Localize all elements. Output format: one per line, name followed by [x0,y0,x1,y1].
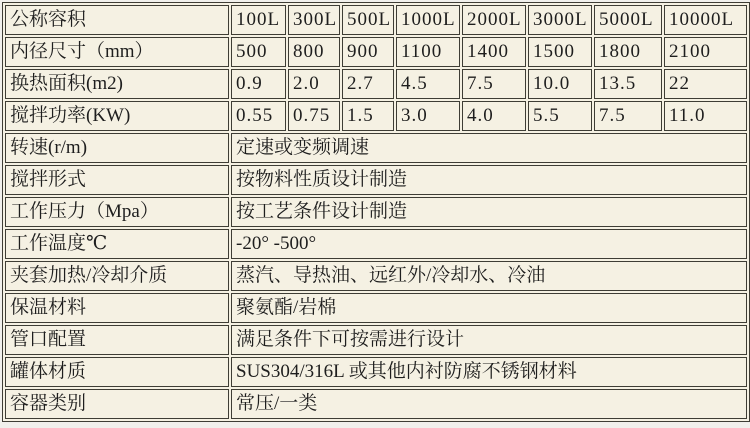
cell-value: 3000L [528,5,592,35]
cell-value: 0.55 [231,101,286,131]
row-label: 夹套加热/冷却介质 [5,261,229,291]
row-label: 管口配置 [5,325,229,355]
row-label: 工作压力（Mpa） [5,197,229,227]
cell-value: 定速或变频调速 [231,133,747,163]
spec-table-body [5,5,747,419]
cell-value: 500L [342,5,394,35]
cell-value: 1400 [462,37,526,67]
cell-value: 500 [231,37,286,67]
spec-table [2,2,750,422]
row-label: 保温材料 [5,293,229,323]
cell-value: 1500 [528,37,592,67]
table-row [5,229,747,259]
cell-value: 10.0 [528,69,592,99]
cell-value: 7.5 [594,101,662,131]
cell-value: 11.0 [664,101,747,131]
table-row [5,165,747,195]
cell-value: 按工艺条件设计制造 [231,197,747,227]
row-label: 工作温度℃ [5,229,229,259]
cell-value: 300L [288,5,340,35]
table-row [5,261,747,291]
row-label: 公称容积 [5,5,229,35]
cell-value: 2100 [664,37,747,67]
cell-value: 10000L [664,5,747,35]
row-label: 罐体材质 [5,357,229,387]
cell-value: 1100 [396,37,460,67]
cell-value: 100L [231,5,286,35]
cell-value: 常压/一类 [231,389,747,419]
row-label: 换热面积(m2) [5,69,229,99]
cell-value: 聚氨酯/岩棉 [231,293,747,323]
cell-value: 满足条件下可按需进行设计 [231,325,747,355]
cell-value: 7.5 [462,69,526,99]
table-row [5,357,747,387]
cell-value: 0.75 [288,101,340,131]
cell-value: 5000L [594,5,662,35]
cell-value: 2.7 [342,69,394,99]
cell-value: 1.5 [342,101,394,131]
cell-value: 蒸汽、导热油、远红外/冷却水、冷油 [231,261,747,291]
cell-value: 1800 [594,37,662,67]
cell-value: 900 [342,37,394,67]
cell-value: 2000L [462,5,526,35]
table-row [5,101,747,131]
table-row [5,197,747,227]
cell-value: 2.0 [288,69,340,99]
table-row [5,293,747,323]
cell-value: 4.5 [396,69,460,99]
cell-value: 0.9 [231,69,286,99]
row-label: 内径尺寸（mm） [5,37,229,67]
table-row [5,325,747,355]
cell-value: -20° -500° [231,229,747,259]
cell-value: 1000L [396,5,460,35]
cell-value: 按物料性质设计制造 [231,165,747,195]
table-row [5,389,747,419]
cell-value: 4.0 [462,101,526,131]
row-label: 容器类别 [5,389,229,419]
table-row [5,37,747,67]
table-row [5,69,747,99]
cell-value: 13.5 [594,69,662,99]
cell-value: 800 [288,37,340,67]
table-row [5,5,747,35]
cell-value: 5.5 [528,101,592,131]
table-row [5,133,747,163]
row-label: 转速(r/m) [5,133,229,163]
row-label: 搅拌功率(KW) [5,101,229,131]
cell-value: 22 [664,69,747,99]
cell-value: 3.0 [396,101,460,131]
row-label: 搅拌形式 [5,165,229,195]
cell-value: SUS304/316L 或其他内衬防腐不锈钢材料 [231,357,747,387]
